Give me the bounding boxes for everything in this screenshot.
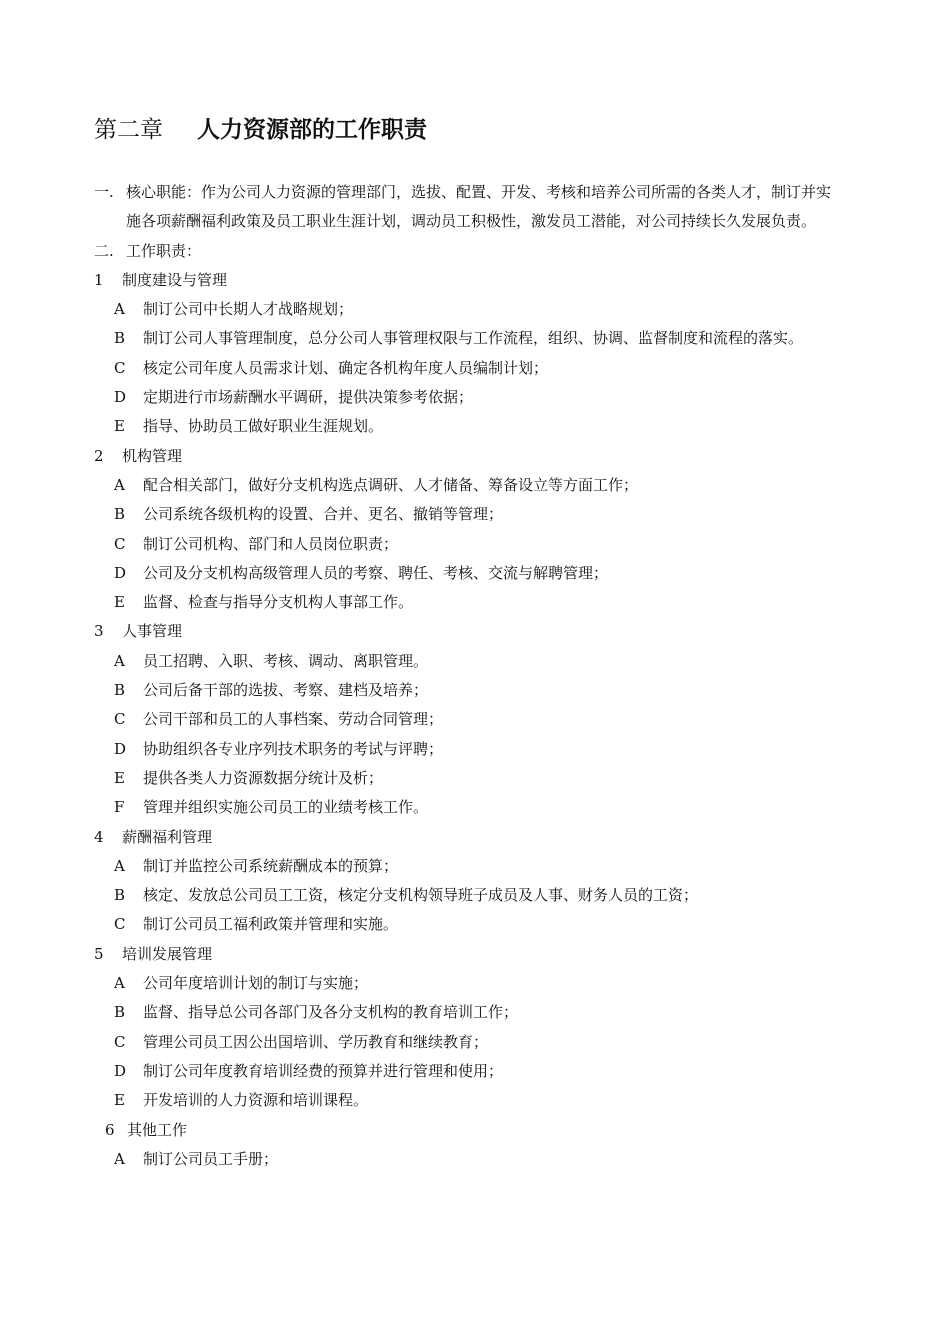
duties-number: 二.	[94, 241, 114, 260]
list-item-letter: E	[114, 768, 125, 787]
list-item	[94, 764, 834, 793]
list-item-text: 配合相关部门，做好分支机构选点调研、人才储备、筹备设立等方面工作；	[143, 475, 639, 494]
list-item	[94, 530, 834, 559]
duties-heading	[94, 237, 834, 266]
list-item	[94, 1057, 834, 1086]
duty-sections	[94, 266, 834, 1174]
section-title: 其他工作	[127, 1120, 188, 1139]
section-heading	[94, 1116, 834, 1145]
list-item	[94, 412, 834, 441]
section-heading	[94, 617, 834, 646]
list-item-letter: B	[114, 1003, 126, 1022]
list-item-text: 监督、指导总公司各部门及各分支机构的教育培训工作；	[143, 1003, 519, 1022]
list-item-text: 核定、发放总公司员工工资，核定分支机构领导班子成员及人事、财务人员的工资；	[143, 886, 699, 905]
list-item-text: 制订公司年度教育培训经费的预算并进行管理和使用；	[143, 1061, 504, 1080]
list-item-text: 制订公司人事管理制度，总分公司人事管理权限与工作流程，组织、协调、监督制度和流程的落实。	[143, 329, 804, 348]
list-item	[94, 471, 834, 500]
list-item	[94, 735, 834, 764]
list-item-text: 制订并监控公司系统薪酬成本的预算；	[143, 856, 399, 875]
list-item-letter: B	[114, 505, 126, 524]
list-item-letter: E	[114, 1091, 125, 1110]
list-item	[94, 588, 834, 617]
list-item-letter: D	[114, 563, 127, 582]
list-item-letter: C	[114, 1032, 126, 1051]
list-item-text: 员工招聘、入职、考核、调动、离职管理。	[143, 651, 429, 670]
list-item-text: 制订公司员工福利政策并管理和实施。	[143, 915, 399, 934]
list-item-letter: C	[114, 358, 126, 377]
list-item-letter: C	[114, 915, 126, 934]
list-item-text: 制订公司员工手册；	[143, 1149, 279, 1168]
section-title: 培训发展管理	[122, 944, 213, 963]
list-item	[94, 559, 834, 588]
list-item	[94, 969, 834, 998]
core-function-text: 核心职能：作为公司人力资源的管理部门，选拔、配置、开发、考核和培养公司所需的各类人才，制订并实施各项薪酬福利政策及员工职业生涯计划，调动员工积极性，激发员工潜能，对公司持续长久发展负责。	[126, 183, 832, 231]
list-item	[94, 295, 834, 324]
list-item-text: 公司干部和员工的人事档案、劳动合同管理；	[143, 710, 444, 729]
section-title: 薪酬福利管理	[122, 827, 213, 846]
list-item	[94, 383, 834, 412]
section-number: 3	[94, 622, 104, 641]
core-function-paragraph	[94, 178, 834, 237]
list-item-text: 公司后备干部的选拔、考察、建档及培养；	[143, 681, 429, 700]
list-item	[94, 881, 834, 910]
section-title: 机构管理	[122, 446, 183, 465]
section-number: 5	[94, 944, 104, 963]
list-item-letter: A	[114, 475, 125, 494]
core-function-number: 一.	[94, 183, 114, 201]
list-item	[94, 910, 834, 939]
list-item-letter: D	[114, 739, 127, 758]
section-heading	[94, 940, 834, 969]
section-heading	[94, 823, 834, 852]
list-item-letter: C	[114, 534, 126, 553]
list-item-letter: D	[114, 388, 127, 407]
list-item-letter: B	[114, 681, 126, 700]
list-item-letter: E	[114, 417, 125, 436]
list-item-text: 指导、协助员工做好职业生涯规划。	[143, 417, 384, 436]
list-item-text: 定期进行市场薪酬水平调研，提供决策参考依据；	[143, 388, 474, 407]
list-item	[94, 676, 834, 705]
list-item-text: 公司年度培训计划的制订与实施；	[143, 974, 369, 993]
list-item	[94, 705, 834, 734]
duties-text: 工作职责：	[126, 241, 202, 260]
list-item-text: 监督、检查与指导分支机构人事部工作。	[143, 593, 414, 612]
list-item-text: 制订公司机构、部门和人员岗位职责；	[143, 534, 399, 553]
list-item-text: 提供各类人力资源数据分统计及析；	[143, 768, 384, 787]
list-item	[94, 1028, 834, 1057]
document-body	[94, 178, 834, 1174]
list-item-letter: D	[114, 1061, 127, 1080]
list-item-letter: E	[114, 593, 125, 612]
list-item-text: 管理公司员工因公出国培训、学历教育和继续教育；	[143, 1032, 489, 1051]
list-item-text: 公司系统各级机构的设置、合并、更名、撤销等管理；	[143, 505, 504, 524]
list-item-letter: A	[114, 974, 125, 993]
list-item-text: 开发培训的人力资源和培训课程。	[143, 1091, 369, 1110]
section-number: 4	[94, 827, 104, 846]
list-item-letter: A	[114, 300, 125, 319]
list-item	[94, 647, 834, 676]
list-item-text: 公司及分支机构高级管理人员的考察、聘任、考核、交流与解聘管理；	[143, 563, 609, 582]
list-item-text: 制订公司中长期人才战略规划；	[143, 300, 354, 319]
section-title: 制度建设与管理	[122, 270, 228, 289]
list-item	[94, 852, 834, 881]
list-item	[94, 324, 834, 353]
chapter-title	[94, 115, 427, 145]
list-item	[94, 1145, 834, 1174]
list-item-letter: C	[114, 710, 126, 729]
list-item-letter: B	[114, 886, 126, 905]
list-item-text: 核定公司年度人员需求计划、确定各机构年度人员编制计划；	[143, 358, 549, 377]
list-item-text: 协助组织各专业序列技术职务的考试与评聘；	[143, 739, 444, 758]
section-heading	[94, 266, 834, 295]
list-item-letter: A	[114, 856, 125, 875]
list-item	[94, 793, 834, 822]
section-number: 2	[94, 446, 104, 465]
chapter-number: 第二章	[94, 117, 163, 143]
chapter-name: 人力资源部的工作职责	[197, 116, 427, 143]
list-item	[94, 998, 834, 1027]
list-item-letter: B	[114, 329, 126, 348]
list-item-letter: A	[114, 1149, 125, 1168]
list-item	[94, 354, 834, 383]
section-heading	[94, 442, 834, 471]
list-item-letter: A	[114, 651, 125, 670]
section-title: 人事管理	[122, 622, 183, 641]
list-item	[94, 1086, 834, 1115]
list-item-text: 管理并组织实施公司员工的业绩考核工作。	[143, 798, 429, 817]
section-number: 6	[105, 1120, 115, 1139]
list-item-letter: F	[114, 798, 125, 817]
section-number: 1	[94, 270, 104, 289]
list-item	[94, 500, 834, 529]
